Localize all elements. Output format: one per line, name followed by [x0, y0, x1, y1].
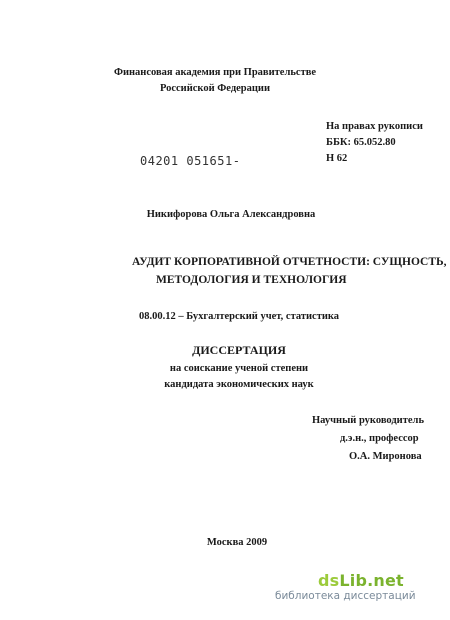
degree-purpose-line-1: на соискание ученой степени — [169, 363, 309, 374]
specialty: 08.00.12 – Бухгалтерский учет, статистика — [138, 311, 340, 322]
city-year: Москва 2009 — [206, 537, 268, 548]
dslib-subtitle: библиотека диссертаций — [275, 590, 416, 602]
thesis-title-line-2: МЕТОДОЛОГИЯ И ТЕХНОЛОГИЯ — [156, 274, 347, 286]
manuscript-rights: На правах рукописи — [326, 121, 423, 132]
degree-purpose-line-2: кандидата экономических наук — [164, 379, 314, 390]
thesis-title-line-1: АУДИТ КОРПОРАТИВНОЙ ОТЧЕТНОСТИ: СУЩНОСТЬ, — [132, 256, 447, 268]
dslib-logo-text: dsLib.net — [318, 571, 404, 590]
author-name: Никифорова Ольга Александровна — [146, 209, 316, 220]
dslib-watermark-logo[interactable] — [275, 571, 416, 603]
author-index-code: Н 62 — [326, 153, 348, 164]
bbk-code: ББК: 65.052.80 — [326, 137, 396, 148]
institution-line-2: Российской Федерации — [159, 83, 271, 94]
library-stamp-number: 04201 051651- — [140, 154, 241, 168]
supervisor-label: Научный руководитель — [312, 415, 424, 426]
institution-line-1: Финансовая академия при Правительстве — [113, 67, 317, 78]
supervisor-degree: д.э.н., профессор — [340, 433, 419, 444]
supervisor-name: О.А. Миронова — [349, 451, 422, 462]
dissertation-label: ДИССЕРТАЦИЯ — [192, 343, 286, 357]
